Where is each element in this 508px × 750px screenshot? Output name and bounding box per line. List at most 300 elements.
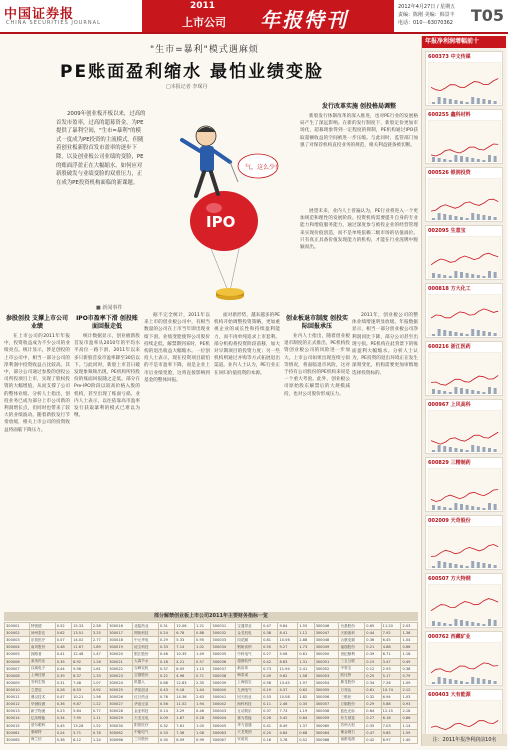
page-number: T05 bbox=[470, 6, 504, 25]
table-cell: 6.53 bbox=[72, 686, 92, 693]
table-cell: 0.84 bbox=[298, 715, 314, 722]
table-cell: 300052 bbox=[314, 665, 339, 672]
table-cell: 11.20 bbox=[381, 623, 401, 630]
table-cell: 300031 bbox=[211, 623, 236, 630]
issue-info bbox=[398, 3, 455, 27]
table-cell: 300047 bbox=[314, 630, 339, 637]
table-cell: 0.58 bbox=[262, 679, 278, 686]
rail-stock-item bbox=[425, 225, 503, 280]
table-cell: 300024 bbox=[108, 679, 133, 686]
table-cell: 0.73 bbox=[262, 665, 278, 672]
table-cell: 0.33 bbox=[158, 644, 174, 651]
table-cell: 0.41 bbox=[55, 651, 71, 658]
table-cell: 5.06 bbox=[278, 651, 298, 658]
section-banner bbox=[142, 0, 394, 32]
table-cell: 立思辰 bbox=[29, 686, 55, 693]
table-cell: 0.56 bbox=[158, 701, 174, 708]
article-column-3 bbox=[144, 312, 210, 608]
table-cell: 300036 bbox=[211, 658, 236, 665]
table-cell: 300022 bbox=[108, 665, 133, 672]
table-cell: 7.36 bbox=[175, 729, 195, 736]
table-cell: 12.83 bbox=[175, 679, 195, 686]
rail-stock-name: 000762 西藏矿业 bbox=[428, 634, 471, 640]
table-cell: 300041 bbox=[211, 694, 236, 701]
table-cell: 互动娱乐 bbox=[236, 708, 262, 715]
rail-stock-name: 000526 银润投资 bbox=[428, 170, 471, 176]
table-cell: 1.58 bbox=[298, 672, 314, 679]
column-4-text: 面对新形势，越来越多的PE机构开始调整投资策略，更加重视企业的成长性和持续盈利能力，而不再单纯追求上市套利。部分机构将投资阶段前移，加大对早期项目的投资力度；另一些机构则通过并购等方式拓展退出渠道。业内人士认为，PE行业正在回归价值投资的本源。 bbox=[214, 313, 280, 376]
table-cell: 1.59 bbox=[401, 729, 418, 736]
table-cell: 万邦达 bbox=[339, 686, 365, 693]
table-row bbox=[5, 672, 418, 679]
table-cell: 300018 bbox=[108, 637, 133, 644]
table-cell: 0.34 bbox=[365, 679, 381, 686]
table-cell: 天龙集团 bbox=[236, 729, 262, 736]
table-cell: 1.12 bbox=[298, 630, 314, 637]
table-cell: 1.37 bbox=[298, 722, 314, 729]
table-cell: 银江股份 bbox=[133, 651, 159, 658]
table-cell: 1.24 bbox=[91, 736, 107, 743]
table-cell: 新宁物流 bbox=[29, 708, 55, 715]
table-cell: 硅宝科技 bbox=[133, 644, 159, 651]
table-cell: 0.43 bbox=[158, 686, 174, 693]
table-cell: 汉威电子 bbox=[29, 665, 55, 672]
table-cell: 300014 bbox=[5, 715, 30, 722]
table-cell: 0.81 bbox=[298, 651, 314, 658]
table-cell: 0.78 bbox=[91, 729, 107, 736]
column-8-text: 展望未来，业内人士普遍认为，PE行业将进入一个更加规范和理性的发展阶段。投资机构需要提升自身的专业能力和增值服务能力，通过深度参与被投企业的经营管理来实现价值创造，而不是单纯依赖二级市场的估值溢价。只有真正具备价值发现能力的机构，才能在行业洗牌中脱颖而出。 bbox=[300, 209, 418, 251]
rail-footer: 注：2011年报净利润前10名 bbox=[422, 734, 507, 746]
table-cell: 5.88 bbox=[381, 701, 401, 708]
table-cell: 6.18 bbox=[381, 715, 401, 722]
table-cell: 0.32 bbox=[365, 694, 381, 701]
table-cell: 华测检测 bbox=[29, 701, 55, 708]
table-cell: 1.02 bbox=[195, 644, 211, 651]
table-cell: 1.11 bbox=[91, 715, 107, 722]
table-cell: 2.93 bbox=[381, 665, 401, 672]
table-cell: 0.28 bbox=[55, 686, 71, 693]
table-cell: 9.84 bbox=[278, 623, 298, 630]
table-cell: 1.19 bbox=[298, 708, 314, 715]
table-cell: 0.36 bbox=[55, 701, 71, 708]
table-cell: 300064 bbox=[314, 729, 339, 736]
table-cell: 0.25 bbox=[365, 672, 381, 679]
table-cell: 0.24 bbox=[55, 729, 71, 736]
table-cell: 9.85 bbox=[381, 729, 401, 736]
table-cell: 1.55 bbox=[298, 623, 314, 630]
table-cell: 0.38 bbox=[401, 665, 418, 672]
table-cell: 梅泰诺 bbox=[236, 672, 262, 679]
table-cell: 8.97 bbox=[381, 736, 401, 743]
table-cell: 超图软件 bbox=[236, 658, 262, 665]
table-cell: 300002 bbox=[5, 630, 30, 637]
table-row bbox=[5, 630, 418, 637]
issue-editor-line: 责编：陈刚 美编：韩景丰 bbox=[398, 12, 455, 18]
table-cell: 0.49 bbox=[401, 658, 418, 665]
table-cell: 2.41 bbox=[298, 665, 314, 672]
table-cell: 0.24 bbox=[158, 630, 174, 637]
table-cell: 0.61 bbox=[365, 686, 381, 693]
table-cell: 0.81 bbox=[262, 637, 278, 644]
table-cell: 1.09 bbox=[401, 679, 418, 686]
table-cell: 300029 bbox=[108, 715, 133, 722]
article-column-2 bbox=[74, 312, 140, 608]
table-cell: 13.51 bbox=[72, 630, 92, 637]
column-5-text: 业内人士指出，随着创业板退市制度的正式推出，PE机构投资创业板公司的风险进一步加大。上市公司如果出现连续亏损等情况，将面临退市风险，这对于持有公司股份的PE机构来说是一个重大考验。此外，创业板公司原始股东解禁后的大规模减持，也对公司股价形成压力。 bbox=[284, 334, 350, 397]
table-cell: 0.49 bbox=[262, 672, 278, 679]
table-cell: 8.49 bbox=[278, 722, 298, 729]
table-cell: 1.94 bbox=[195, 701, 211, 708]
table-cell: 300008 bbox=[5, 672, 30, 679]
table-cell: 2.58 bbox=[91, 623, 107, 630]
table-cell: 300027 bbox=[108, 701, 133, 708]
table-cell: 1.03 bbox=[401, 694, 418, 701]
table-cell: 吉峰农机 bbox=[133, 665, 159, 672]
table-cell: 华谊兄弟 bbox=[133, 701, 159, 708]
table-cell: 东方财富 bbox=[339, 715, 365, 722]
table-cell: 0.88 bbox=[195, 630, 211, 637]
table-cell: 0.86 bbox=[401, 715, 418, 722]
table-cell: 15.33 bbox=[72, 623, 92, 630]
table-cell: 300049 bbox=[314, 644, 339, 651]
table-cell: 300009 bbox=[5, 679, 30, 686]
table-cell: 8.92 bbox=[72, 658, 92, 665]
rail-stock-chart-picture bbox=[428, 120, 501, 162]
table-cell: 300059 bbox=[314, 715, 339, 722]
table-cell: 300050 bbox=[314, 651, 339, 658]
table-cell: 福瑞股份 bbox=[339, 644, 365, 651]
table-cell: 300046 bbox=[314, 623, 339, 630]
table-cell: 1.40 bbox=[401, 736, 418, 743]
table-cell: 神州泰岳 bbox=[29, 630, 55, 637]
table-cell: 0.21 bbox=[365, 644, 381, 651]
table-cell: 5.71 bbox=[72, 729, 92, 736]
table-cell: 6.94 bbox=[381, 694, 401, 701]
table-cell: 0.19 bbox=[262, 686, 278, 693]
table-cell: 1.52 bbox=[91, 722, 107, 729]
table-cell: 中元华电 bbox=[133, 637, 159, 644]
table-cell: 300035 bbox=[211, 651, 236, 658]
table-cell: 300058 bbox=[314, 708, 339, 715]
table-cell: 2.03 bbox=[401, 623, 418, 630]
table-cell: 同花顺 bbox=[236, 637, 262, 644]
table-cell: 300019 bbox=[108, 644, 133, 651]
table-cell: 莱美药业 bbox=[29, 658, 55, 665]
table-cell: 1.89 bbox=[91, 644, 107, 651]
table-row bbox=[5, 644, 418, 651]
table-cell: 300005 bbox=[5, 651, 30, 658]
table-cell: 300003 bbox=[5, 637, 30, 644]
rail-stock-name: 002095 生意宝 bbox=[428, 228, 466, 234]
table-cell: 台基股份 bbox=[339, 623, 365, 630]
table-row bbox=[5, 665, 418, 672]
table-cell: 13.28 bbox=[72, 722, 92, 729]
table-cell: 300038 bbox=[211, 672, 236, 679]
table-cell: 4.64 bbox=[278, 729, 298, 736]
table-cell: 华星创业 bbox=[133, 686, 159, 693]
table-cell: 0.93 bbox=[401, 701, 418, 708]
article-headline: PE账面盈利缩水 最怕业绩变脸 bbox=[60, 62, 324, 82]
rail-stock-item bbox=[425, 457, 503, 512]
table-cell: 7.95 bbox=[72, 715, 92, 722]
table-cell: 钢研高纳 bbox=[236, 644, 262, 651]
table-cell: 7.92 bbox=[381, 630, 401, 637]
rail-stock-chart-picture bbox=[428, 294, 501, 336]
rail-stock-list bbox=[422, 51, 506, 744]
lead-signature: ■ 新闻事件 bbox=[96, 305, 123, 311]
table-cell: 新宙邦 bbox=[236, 665, 262, 672]
table-cell: 赛为智能 bbox=[236, 715, 262, 722]
table-cell: 1.97 bbox=[298, 679, 314, 686]
table-cell: 南都电源 bbox=[339, 736, 365, 743]
table-cell: 朗科科技 bbox=[236, 701, 262, 708]
table-cell: 安诺其 bbox=[236, 736, 262, 743]
table-cell: 300037 bbox=[211, 665, 236, 672]
table-cell: 0.34 bbox=[55, 715, 71, 722]
right-rail bbox=[421, 36, 506, 746]
table-cell: 7.61 bbox=[175, 722, 195, 729]
table-cell: 三五互联 bbox=[339, 658, 365, 665]
table-cell: 爱尔眼科 bbox=[29, 722, 55, 729]
rail-stock-name: 600373 中文传媒 bbox=[428, 54, 471, 60]
column-3-text: 据不完全统计，2011年以来上市的创业板公司中，有相当数量的公司在上市当年即出现业绩下滑。业绩变脸使得公司股价持续走低，解禁期到来时，PE机构的退出收益大幅缩水。一位创投人士表示，现在投资项目最怕的不是市盈率下降，而是企业上市后业绩变脸，这将直接影响到基金的整体回报。 bbox=[144, 313, 210, 383]
table-cell: 天源迪科 bbox=[339, 630, 365, 637]
table-cell: 万顺股份 bbox=[339, 701, 365, 708]
table-cell: 0.20 bbox=[262, 729, 278, 736]
rail-stock-item bbox=[425, 399, 503, 454]
table-cell: 0.12 bbox=[365, 665, 381, 672]
table-cell: 300043 bbox=[211, 708, 236, 715]
table-cell: 0.31 bbox=[158, 623, 174, 630]
table-cell: 300048 bbox=[314, 637, 339, 644]
rail-stock-chart-picture bbox=[428, 352, 501, 394]
table-cell: 300020 bbox=[108, 651, 133, 658]
table-cell: 0.23 bbox=[55, 708, 71, 715]
table-cell: 九洲电气 bbox=[236, 686, 262, 693]
table-cell: 12.15 bbox=[381, 708, 401, 715]
table-cell: 1.31 bbox=[298, 658, 314, 665]
masthead bbox=[0, 0, 508, 34]
table-cell: 300007 bbox=[5, 665, 30, 672]
table-cell: 0.95 bbox=[195, 637, 211, 644]
table-cell: 0.62 bbox=[55, 630, 71, 637]
table-cell: 1.82 bbox=[298, 694, 314, 701]
table-cell: 6.45 bbox=[381, 637, 401, 644]
table-cell: 300061 bbox=[5, 729, 30, 736]
table-row bbox=[5, 701, 418, 708]
table-cell: 2.88 bbox=[298, 637, 314, 644]
table-cell: 0.53 bbox=[262, 694, 278, 701]
table-cell: 探路者 bbox=[29, 651, 55, 658]
table-cell: 9.87 bbox=[72, 701, 92, 708]
table-cell: 上海佳豪 bbox=[29, 672, 55, 679]
table-cell: 0.29 bbox=[365, 701, 381, 708]
table-cell: 豫金刚石 bbox=[339, 729, 365, 736]
table-cell: 2.35 bbox=[195, 679, 211, 686]
table-cell: 上海凯宝 bbox=[236, 679, 262, 686]
table-row bbox=[5, 708, 418, 715]
table-cell: 宝德股份 bbox=[133, 672, 159, 679]
table-cell: 300040 bbox=[211, 686, 236, 693]
article-column-7 bbox=[300, 100, 418, 204]
table-cell: 0.15 bbox=[365, 658, 381, 665]
table-cell: 0.30 bbox=[158, 736, 174, 743]
column-7-text: 新股发行体制改革的深入推进，也对PE行业的发展格局产生了深远影响。在新的发行制度下，新股定价更加市场化，超募现象得到一定程度的抑制，PE机构通过IPO获取超额收益的空间被进一步压缩。与此同时，监管部门加强了对保荐机构直投业务的规范，相关利益链条被切断。 bbox=[300, 114, 418, 148]
table-cell: 8.41 bbox=[278, 630, 298, 637]
table-cell: 阳普医疗 bbox=[133, 722, 159, 729]
column-5-heading: 创业板退市制度 创投实际回报承压 bbox=[285, 315, 349, 330]
issue-phone-line: 电话：010－63070362 bbox=[398, 20, 453, 26]
rail-stock-name: 600403 大有能源 bbox=[428, 692, 471, 698]
table-cell: 14.36 bbox=[175, 694, 195, 701]
table-cell: 300051 bbox=[314, 658, 339, 665]
table-cell: 金亚科技 bbox=[133, 708, 159, 715]
rail-stock-name: 600255 鑫科材料 bbox=[428, 112, 471, 118]
table-cell: 5.17 bbox=[381, 672, 401, 679]
table-cell: 300021 bbox=[108, 658, 133, 665]
table-cell: 0.57 bbox=[55, 637, 71, 644]
table-row bbox=[5, 715, 418, 722]
table-row bbox=[5, 686, 418, 693]
table-cell: 0.27 bbox=[262, 651, 278, 658]
table-cell: 0.77 bbox=[91, 708, 107, 715]
rail-stock-item bbox=[425, 573, 503, 628]
table-cell: 300057 bbox=[314, 701, 339, 708]
rail-stock-chart-picture bbox=[428, 410, 501, 452]
table-cell: 0.29 bbox=[158, 637, 174, 644]
table-cell: 0.35 bbox=[298, 701, 314, 708]
table-cell: 0.38 bbox=[262, 630, 278, 637]
table-cell: 中能电气 bbox=[133, 729, 159, 736]
rail-stock-item bbox=[425, 283, 503, 338]
table-cell: 回天胶业 bbox=[236, 694, 262, 701]
rail-stock-name: 000818 方大化工 bbox=[428, 286, 471, 292]
table-cell: 1.87 bbox=[175, 715, 195, 722]
table-cell: 300068 bbox=[314, 736, 339, 743]
article-byline: □本报记者 李琛丹 bbox=[166, 84, 208, 90]
table-cell: 0.31 bbox=[55, 679, 71, 686]
table-cell: 1.26 bbox=[91, 658, 107, 665]
table-cell: 0.28 bbox=[195, 715, 211, 722]
table-cell: 300067 bbox=[211, 736, 236, 743]
table-cell: 8.12 bbox=[72, 736, 92, 743]
table-cell: 0.71 bbox=[195, 672, 211, 679]
table-cell: 0.46 bbox=[195, 708, 211, 715]
table-cell: 0.52 bbox=[298, 736, 314, 743]
table-cell: 1.33 bbox=[91, 672, 107, 679]
article-subhead: "生市=暴利"模式遇麻烦 bbox=[150, 45, 259, 55]
table-cell: 300062 bbox=[108, 729, 133, 736]
table-cell: 4.37 bbox=[278, 686, 298, 693]
table-cell: 300060 bbox=[314, 722, 339, 729]
article-column-4 bbox=[214, 312, 280, 608]
financial-data-table bbox=[4, 622, 418, 744]
rail-stock-chart-picture bbox=[428, 178, 501, 220]
table-cell: 1.56 bbox=[91, 694, 107, 701]
table-cell: 0.76 bbox=[158, 694, 174, 701]
table-cell: 300017 bbox=[108, 630, 133, 637]
table-cell: 0.57 bbox=[195, 658, 211, 665]
table-cell: 华力创通 bbox=[236, 722, 262, 729]
table-cell: 大禹节水 bbox=[133, 658, 159, 665]
table-cell: 2.18 bbox=[401, 708, 418, 715]
article-column-6 bbox=[352, 312, 418, 608]
rail-stock-item bbox=[425, 515, 503, 570]
rail-stock-name: 600507 方大特钢 bbox=[428, 576, 471, 582]
table-cell: 300045 bbox=[211, 722, 236, 729]
table-cell: 6.71 bbox=[381, 651, 401, 658]
table-cell: 网宿科技 bbox=[133, 630, 159, 637]
table-cell: 300056 bbox=[314, 694, 339, 701]
table-cell: 300010 bbox=[5, 686, 30, 693]
table-row bbox=[5, 637, 418, 644]
table-cell: 1.49 bbox=[195, 651, 211, 658]
table-cell: 300013 bbox=[5, 708, 30, 715]
article-column-1 bbox=[4, 312, 70, 608]
table-cell: 0.42 bbox=[365, 736, 381, 743]
table-cell: 1.22 bbox=[91, 701, 107, 708]
table-cell: 三川股份 bbox=[133, 736, 159, 743]
table-cell: 0.39 bbox=[55, 672, 71, 679]
table-cell: 300054 bbox=[314, 679, 339, 686]
table-cell: 0.44 bbox=[365, 630, 381, 637]
table-cell: 1.07 bbox=[91, 679, 107, 686]
table-cell: 0.64 bbox=[365, 708, 381, 715]
table-cell: 3.47 bbox=[381, 658, 401, 665]
table-cell: 2.63 bbox=[195, 694, 211, 701]
column-1-text: 在上市公司的2011年年报中，投资收益成为不少公司的业绩亮点。统计显示，涉足创投的上市公司中，相当一部分公司的净利润中投资收益占比较高。其中，部分公司通过参股的创投公司所投项目上市，实现了股权投资的大幅增值，从而支撑了公司的整体业绩。分析人士指出，创投业务已成为部分上市公司新的利润增长点，但同时也带来了较大的业绩波动。随着新股发行节奏放缓，相关上市公司的投资收益将面临下降压力。 bbox=[4, 334, 70, 433]
table-cell: 红日药业 bbox=[133, 694, 159, 701]
table-cell: 300030 bbox=[108, 722, 133, 729]
table-cell: 0.35 bbox=[365, 722, 381, 729]
table-cell: 1.04 bbox=[401, 637, 418, 644]
table-cell: 0.65 bbox=[365, 623, 381, 630]
column-2-heading: IPO市盈率下滑 创投账面回报走低 bbox=[76, 315, 138, 330]
table-cell: 300033 bbox=[211, 637, 236, 644]
table-row bbox=[5, 651, 418, 658]
table-cell: 0.26 bbox=[262, 715, 278, 722]
table-cell: 1.14 bbox=[401, 722, 418, 729]
table-cell: 8.83 bbox=[278, 658, 298, 665]
table-cell: 9.27 bbox=[278, 644, 298, 651]
table-cell: 0.68 bbox=[158, 679, 174, 686]
table-cell: 4.21 bbox=[175, 658, 195, 665]
table-cell: 0.36 bbox=[365, 637, 381, 644]
rail-stock-name: 600829 三精制药 bbox=[428, 460, 471, 466]
rail-stock-item bbox=[425, 51, 503, 106]
table-cell: 9.62 bbox=[278, 672, 298, 679]
table-cell: 12.06 bbox=[175, 623, 195, 630]
table-cell: 苏州大恒 bbox=[339, 722, 365, 729]
table-cell: 0.55 bbox=[262, 644, 278, 651]
table-cell: 合康变频 bbox=[339, 637, 365, 644]
table-cell: 0.09 bbox=[158, 715, 174, 722]
article-column-5 bbox=[284, 312, 350, 608]
banner-section-name: 上市公司 bbox=[182, 16, 226, 29]
table-cell: 11.67 bbox=[72, 644, 92, 651]
table-cell: 2.12 bbox=[401, 686, 418, 693]
table-row bbox=[5, 729, 418, 736]
table-cell: 0.37 bbox=[262, 708, 278, 715]
table-cell: 2.77 bbox=[91, 637, 107, 644]
table-cell: 0.37 bbox=[158, 665, 174, 672]
table-cell: 0.27 bbox=[365, 715, 381, 722]
table-cell: 1.08 bbox=[195, 729, 211, 736]
table-cell: 7.03 bbox=[381, 722, 401, 729]
column-1-heading: 参股创投 支撑上市公司业绩 bbox=[5, 315, 69, 330]
table-cell: 0.46 bbox=[158, 651, 174, 658]
table-cell: 7.73 bbox=[278, 708, 298, 715]
